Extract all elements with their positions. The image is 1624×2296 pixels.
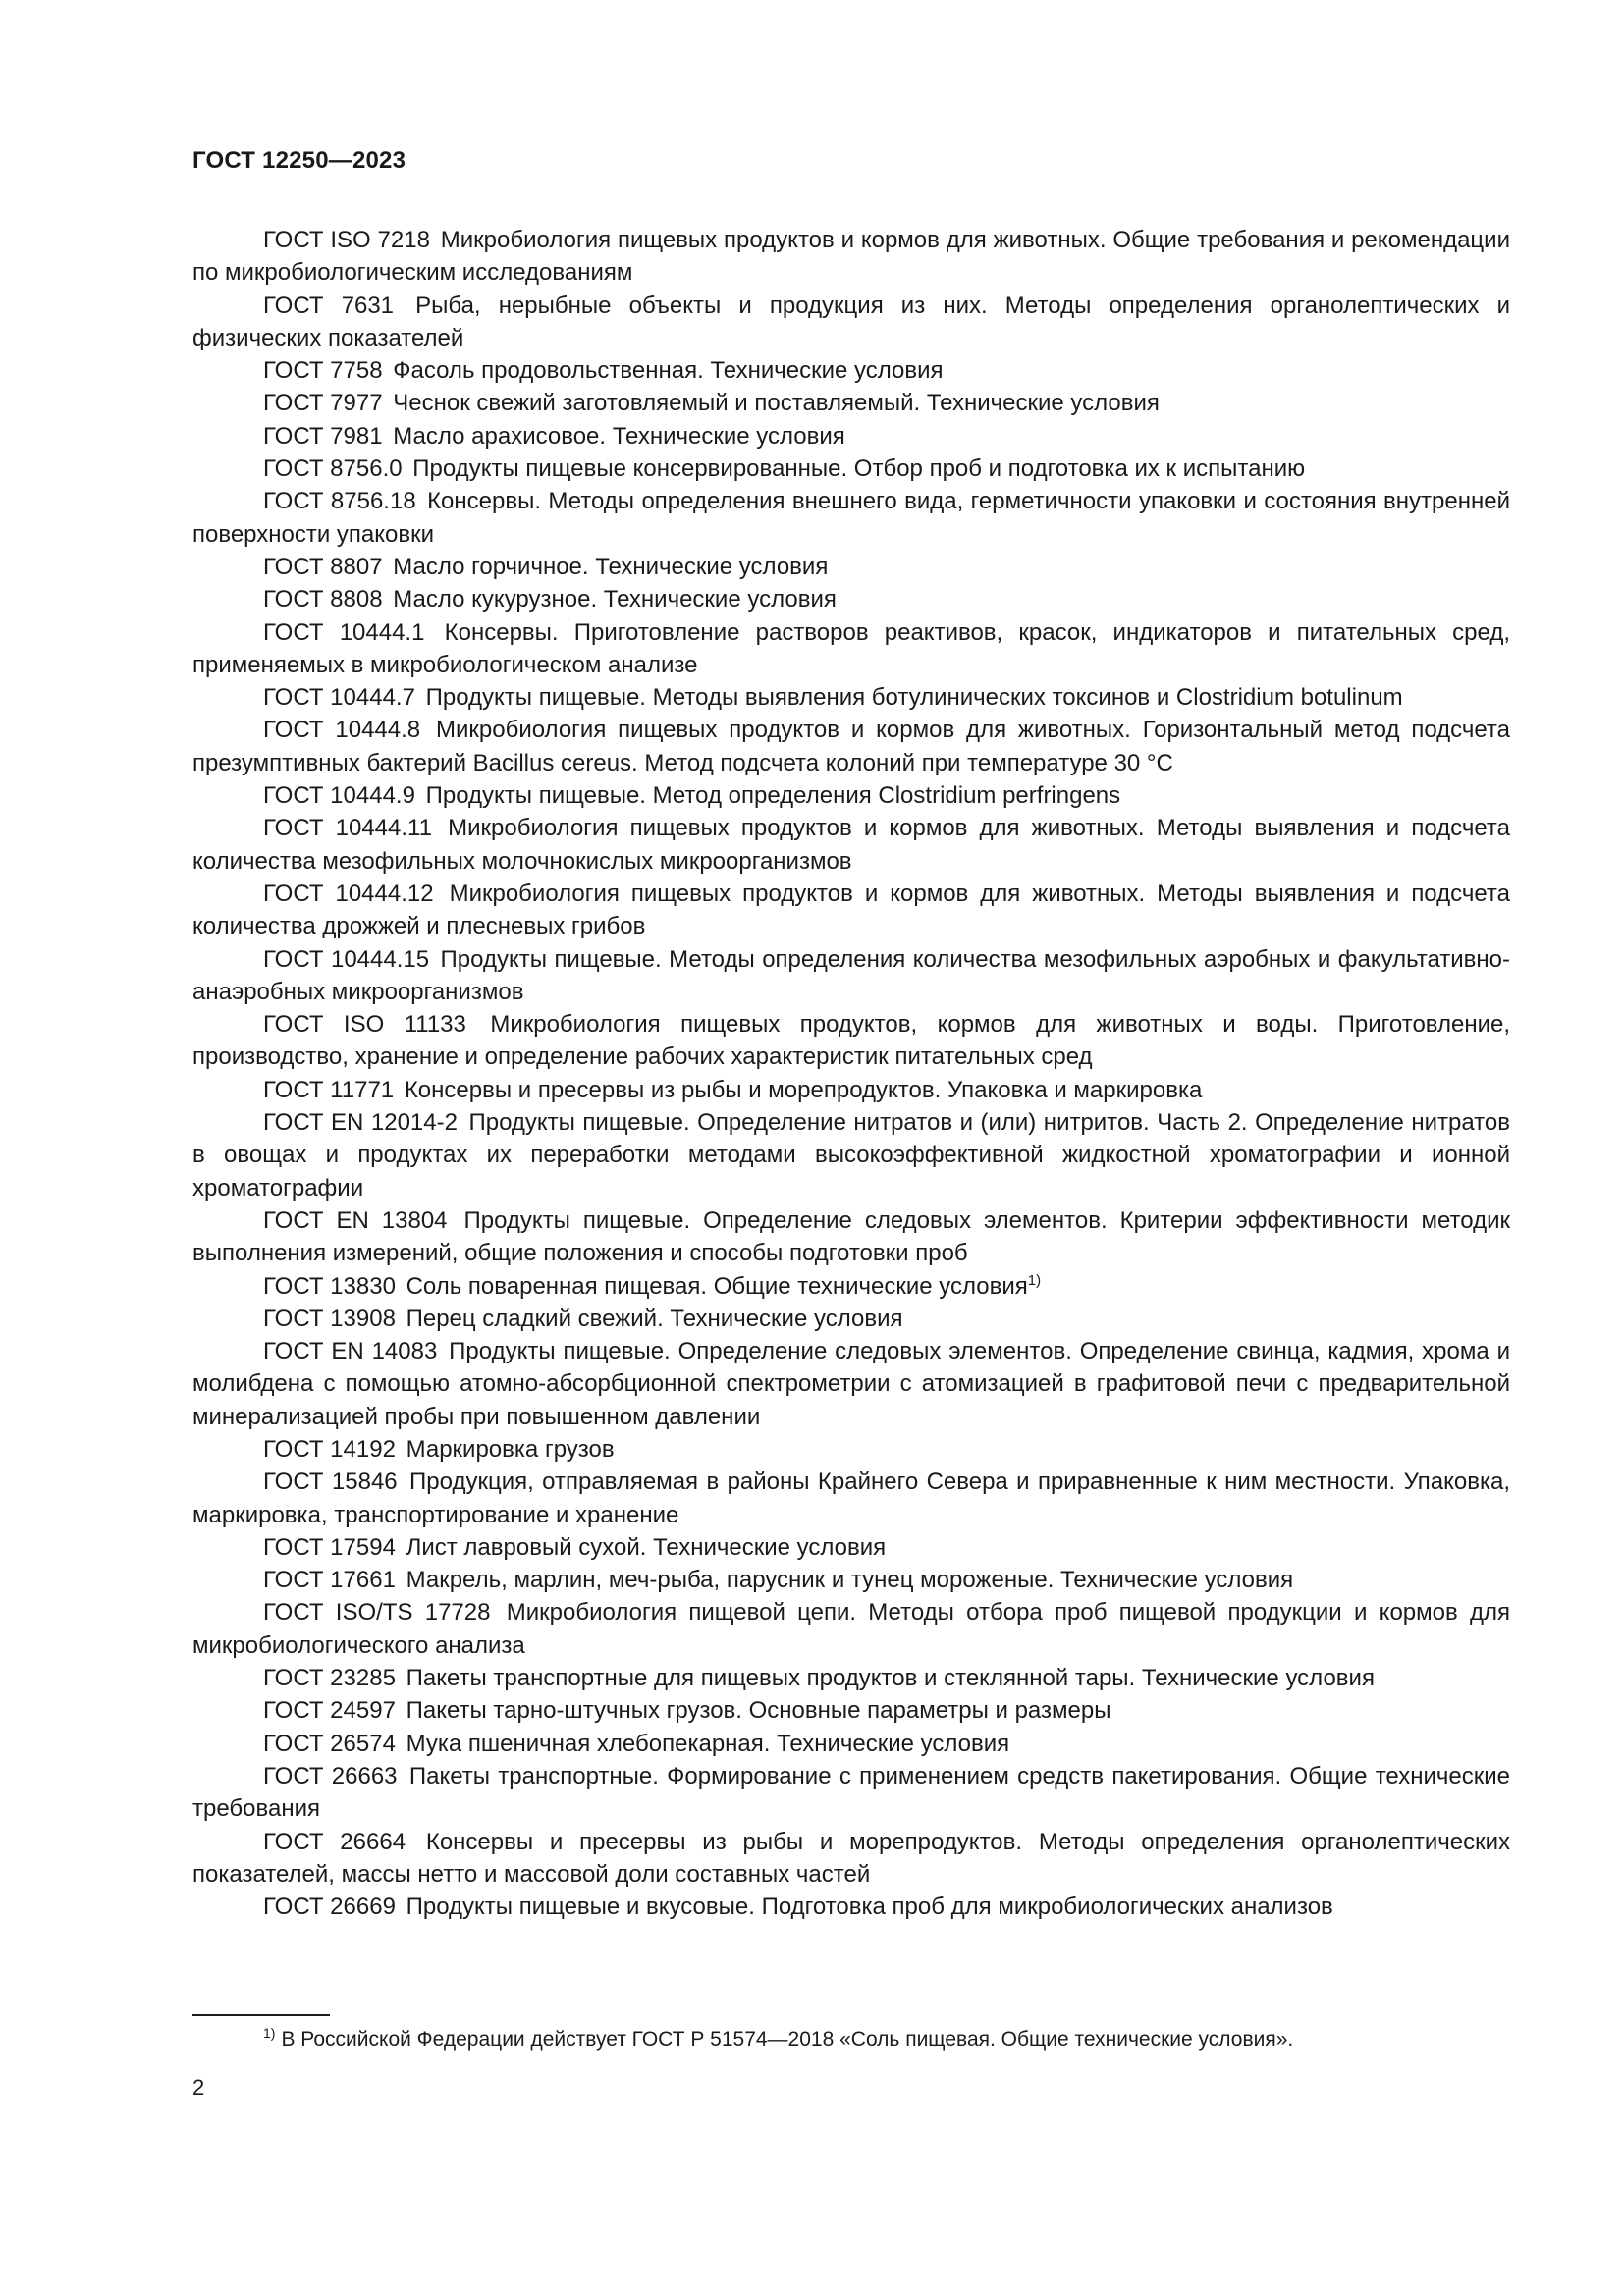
reference-title: Пакеты тарно-штучных грузов. Основные параметры и размеры [406,1697,1111,1725]
reference-code: ГОСТ 26574 [263,1730,396,1757]
reference-title: Микробиология пищевой цепи. Методы отбора проб пищевой продукции и кормов для микробиологического анализа [192,1599,1511,1659]
reference-entry [192,1433,1510,1466]
reference-code: ГОСТ 23285 [263,1665,396,1692]
reference-code: ГОСТ 7758 [263,357,383,385]
reference-code: ГОСТ 7981 [263,422,383,450]
reference-code: ГОСТ 10444.12 [263,880,434,907]
reference-title: Соль поваренная пищевая. Общие технические условия [406,1272,1028,1300]
reference-title: Микробиология пищевых продуктов, кормов для животных и воды. Приготовление, производство, хранение и определение рабочих характеристик питательных сред [192,1011,1511,1071]
reference-code: ГОСТ 14192 [263,1435,396,1463]
reference-code: ГОСТ 10444.9 [263,782,415,810]
reference-title: Макрель, марлин, меч-рыба, парусник и тунец мороженые. Технические условия [406,1567,1294,1594]
reference-code: ГОСТ 13908 [263,1305,396,1332]
reference-title: Продукты пищевые. Метод определения Clostridium perfringens [425,782,1121,810]
reference-code: ГОСТ 7977 [263,390,383,417]
reference-title: Микробиология пищевых продуктов и кормов для животных. Горизонтальный метод подсчета презумптивных бактерий Bacillus cereus. Метод подсчета колоний при температуре 30 °С [192,717,1510,776]
reference-code: ГОСТ 8756.0 [263,455,403,483]
reference-entry [192,453,1510,485]
reference-entry [192,387,1510,419]
reference-title: Консервы. Методы определения внешнего вида, герметичности упаковки и состояния внутренней поверхности упаковки [192,488,1510,548]
reference-code: ГОСТ 10444.11 [263,815,432,842]
reference-title: Микробиология пищевых продуктов и кормов для животных. Методы выявления и подсчета количества мезофильных молочнокислых микроорганизмов [192,815,1511,875]
reference-title: Микробиология пищевых продуктов и кормов для животных. Методы выявления и подсчета количества дрожжей и плесневых грибов [192,880,1510,940]
reference-entry [192,1303,1510,1335]
reference-code: ГОСТ 26664 [263,1828,406,1855]
reference-title: Продукты пищевые. Методы выявления ботулинических токсинов и Clostridium botulinum [425,684,1403,712]
footnote-marker: 1) [263,2025,276,2041]
reference-code: ГОСТ 7631 [263,292,395,319]
reference-entry [192,943,1510,1009]
reference-code: ГОСТ 24597 [263,1697,396,1725]
reference-entry [192,485,1510,551]
reference-entry [192,1728,1510,1760]
reference-entry [192,1596,1510,1662]
reference-entry [192,779,1510,812]
reference-entry [192,1531,1510,1564]
reference-code: ГОСТ 10444.1 [263,618,425,646]
reference-code: ГОСТ 26669 [263,1894,396,1921]
reference-code: ГОСТ ISO 7218 [263,227,430,253]
reference-code: ГОСТ 10444.7 [263,684,415,712]
reference-entry [192,583,1510,615]
reference-title: Перец сладкий свежий. Технические условия [406,1305,903,1332]
reference-title: Рыба, нерыбные объекты и продукция из них. Методы определения органолептических и физических показателей [192,292,1510,351]
reference-entry [192,1335,1510,1433]
reference-entry [192,812,1510,878]
reference-entry [192,714,1510,779]
reference-title: Продукты пищевые. Определение нитратов и (или) нитритов. Часть 2. Определение нитратов в овощах и продуктах их переработки методами высокоэффективной жидкостной хроматографии и ионной хроматографии [192,1109,1510,1201]
reference-code: ГОСТ 8807 [263,553,383,580]
reference-title: Микробиология пищевых продуктов и кормов для животных. Общие требования и рекомендации по микробиологическим исследованиям [192,227,1510,287]
reference-title: Фасоль продовольственная. Технические условия [393,357,944,385]
reference-title: Масло арахисовое. Технические условия [393,422,845,450]
reference-entry [192,878,1510,943]
page-number: 2 [192,2075,205,2100]
reference-code: ГОСТ EN 12014-2 [263,1109,458,1137]
reference-entry [192,1106,1510,1204]
reference-code: ГОСТ 26663 [263,1762,398,1789]
reference-entry [192,1826,1510,1892]
reference-code: ГОСТ 15846 [263,1468,398,1496]
footnote [263,2026,1510,2054]
reference-code: ГОСТ EN 14083 [263,1338,438,1365]
reference-entry [192,1008,1510,1074]
reference-title: Пакеты транспортные. Формирование с применением средств пакетирования. Общие технические требования [192,1762,1511,1823]
footnote-divider [192,2014,330,2016]
reference-title: Маркировка грузов [406,1435,615,1463]
reference-code: ГОСТ 10444.15 [263,945,430,973]
reference-entry [192,616,1510,682]
reference-code: ГОСТ 10444.8 [263,717,421,744]
footnote-reference-marker: 1) [1027,1271,1042,1289]
reference-title: Консервы и пресервы из рыбы и морепродуктов. Методы определения органолептических показателей, массы нетто и массовой доли составных частей [192,1828,1510,1888]
reference-entry [192,1074,1510,1106]
reference-entry [192,1694,1510,1727]
reference-code: ГОСТ ISO/TS 17728 [263,1599,491,1627]
reference-title: Продукция, отправляемая в районы Крайнего Севера и приравненные к ним местности. Упаковка, маркировка, транспортирование и хранение [192,1468,1510,1528]
reference-title: Мука пшеничная хлебопекарная. Технические условия [406,1730,1010,1757]
reference-entry [192,1270,1510,1303]
reference-title: Продукты пищевые. Определение следовых элементов. Определение свинца, кадмия, хрома и молибдена с помощью атомно-абсорбционной спектрометрии с атомизацией в графитовой печи с предварительной минерализацией пробы при повышенном давлении [192,1338,1510,1430]
reference-entry [192,290,1510,355]
reference-title: Чеснок свежий заготовляемый и поставляемый. Технические условия [393,390,1160,417]
reference-code: ГОСТ 13830 [263,1272,396,1300]
reference-title: Лист лавровый сухой. Технические условия [406,1533,887,1561]
reference-code: ГОСТ 8756.18 [263,488,416,515]
reference-entry [192,681,1510,714]
reference-title: Продукты пищевые консервированные. Отбор проб и подготовка их к испытанию [412,455,1306,483]
reference-code: ГОСТ 11771 [263,1076,395,1103]
reference-title: Масло горчичное. Технические условия [393,553,829,580]
reference-title: Пакеты транспортные для пищевых продуктов и стеклянной тары. Технические условия [406,1665,1375,1692]
running-header: ГОСТ 12250—2023 [192,147,406,174]
reference-entry [192,1662,1510,1694]
footnote-text: В Российской Федерации действует ГОСТ Р 51574—2018 «Соль пищевая. Общие технические условия». [281,2028,1294,2051]
reference-entry [192,354,1510,387]
reference-code: ГОСТ EN 13804 [263,1206,448,1234]
normative-references-list [192,224,1510,1923]
reference-entry [192,1891,1510,1923]
reference-code: ГОСТ 17594 [263,1533,396,1561]
reference-entry [192,1204,1510,1270]
reference-entry [192,420,1510,453]
reference-code: ГОСТ 8808 [263,586,383,614]
reference-title: Консервы. Приготовление растворов реактивов, красок, индикаторов и питательных сред, применяемых в микробиологическом анализе [192,618,1511,678]
reference-title: Консервы и пресервы из рыбы и морепродуктов. Упаковка и маркировка [404,1076,1203,1103]
reference-code: ГОСТ ISO 11133 [263,1011,466,1039]
reference-entry [192,224,1510,290]
reference-entry [192,1760,1510,1826]
reference-title: Продукты пищевые и вкусовые. Подготовка проб для микробиологических анализов [406,1894,1333,1921]
reference-title: Масло кукурузное. Технические условия [393,586,837,614]
reference-entry [192,1564,1510,1596]
reference-entry [192,1466,1510,1531]
reference-title: Продукты пищевые. Определение следовых элементов. Критерии эффективности методик выполнения измерений, общие положения и способы подготовки проб [192,1206,1510,1267]
reference-code: ГОСТ 17661 [263,1567,396,1594]
reference-entry [192,551,1510,583]
reference-title: Продукты пищевые. Методы определения количества мезофильных аэробных и факультативно-анаэробных микроорганизмов [192,945,1511,1005]
